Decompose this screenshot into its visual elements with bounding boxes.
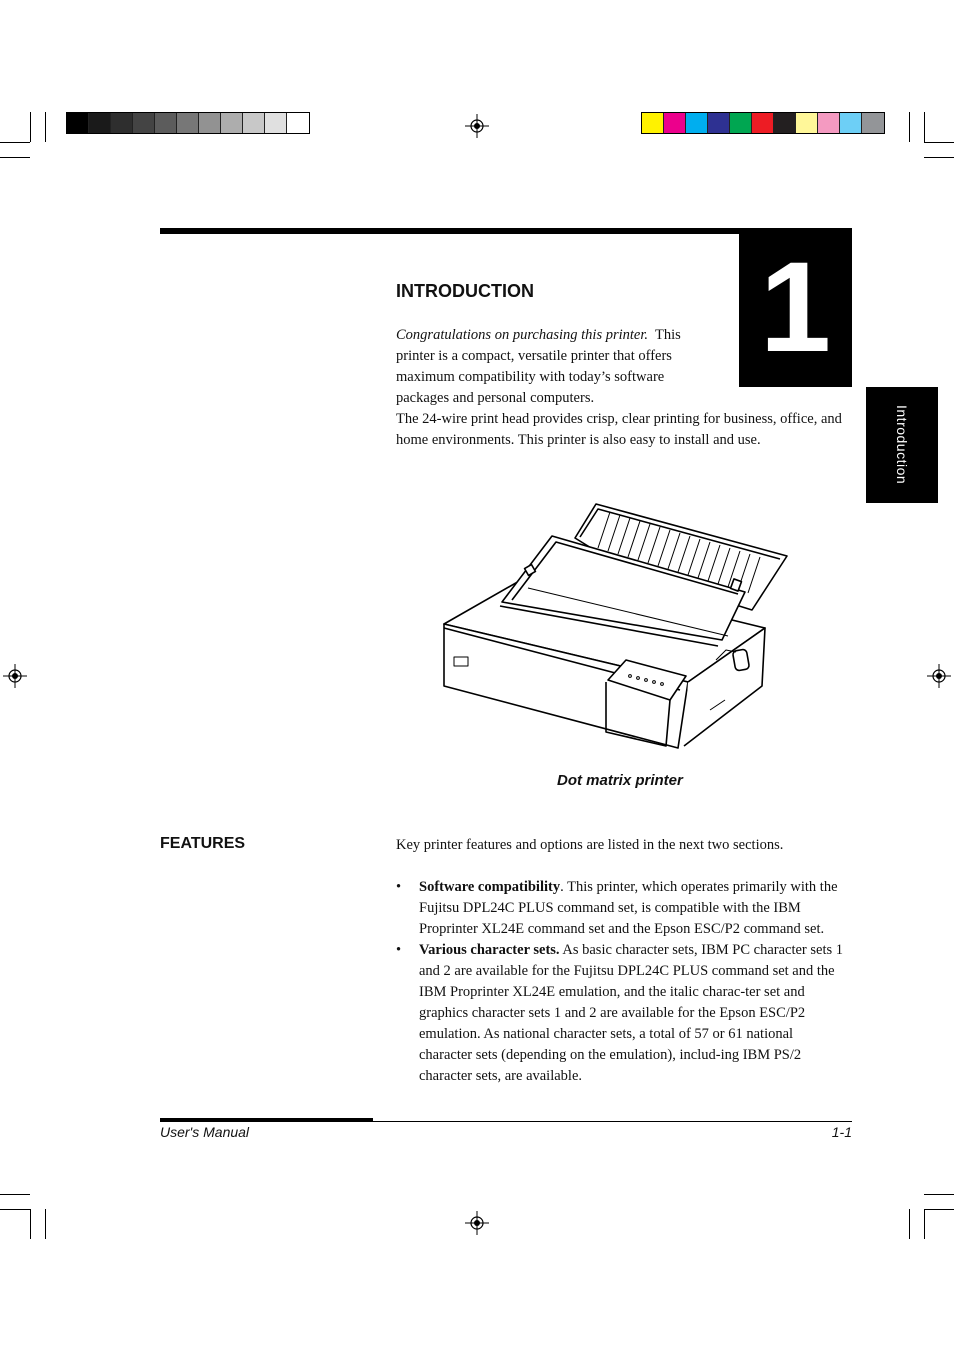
features-heading: FEATURES xyxy=(160,835,246,852)
color-swatch xyxy=(67,113,89,133)
crop-mark xyxy=(924,1209,925,1239)
bullet-icon: • xyxy=(396,879,402,895)
crop-mark xyxy=(0,1194,30,1195)
intro-line-3: maximum compatibility with today’s software xyxy=(396,369,665,385)
list-item-title: Software compatibility xyxy=(419,879,561,895)
list-item-title: Various character sets. xyxy=(419,942,560,958)
color-swatch xyxy=(708,113,730,133)
color-swatch xyxy=(840,113,862,133)
introduction-paragraph-2: The 24-wire print head provides crisp, clear printing for business, office, and home environments. This printer is also easy to install and use. xyxy=(396,411,842,448)
color-swatch xyxy=(221,113,243,133)
features-list xyxy=(396,877,848,1087)
section-side-tab xyxy=(866,387,938,503)
color-swatch xyxy=(752,113,774,133)
chapter-number: 1 xyxy=(759,236,832,379)
color-swatch xyxy=(730,113,752,133)
figure-caption: Dot matrix printer xyxy=(557,772,683,789)
chapter-top-rule xyxy=(160,228,740,234)
color-swatch xyxy=(287,113,309,133)
dot-matrix-printer-illustration xyxy=(440,500,790,752)
footer-rule xyxy=(160,1121,852,1122)
color-swatch xyxy=(818,113,840,133)
footer-manual-title: User's Manual xyxy=(160,1124,250,1140)
color-swatch xyxy=(133,113,155,133)
intro-line-2: printer is a compact, versatile printer that offers xyxy=(396,348,672,364)
crop-mark xyxy=(924,1194,954,1195)
color-swatch xyxy=(686,113,708,133)
color-swatch xyxy=(111,113,133,133)
registration-mark-icon xyxy=(465,114,489,138)
crop-mark xyxy=(30,112,31,142)
color-swatch xyxy=(862,113,884,133)
chapter-number-block xyxy=(739,228,852,387)
crop-mark xyxy=(909,112,910,142)
color-swatch xyxy=(89,113,111,133)
side-tab-label: Introduction xyxy=(894,405,910,485)
introduction-heading: INTRODUCTION xyxy=(396,281,534,301)
grayscale-color-bar xyxy=(66,112,310,134)
introduction-paragraph-1 xyxy=(396,325,736,409)
process-color-bar xyxy=(641,112,885,134)
registration-mark-icon xyxy=(927,664,951,688)
color-swatch xyxy=(664,113,686,133)
intro-italic-sentence: Congratulations on purchasing this printer. xyxy=(396,327,649,343)
registration-mark-icon xyxy=(465,1211,489,1235)
list-item-text: . This printer, which operates primarily with the Fujitsu DPL24C PLUS command set, is compatible with the IBM Proprinter XL24E command set and the Epson ESC/P2 command set. xyxy=(419,879,838,937)
color-swatch xyxy=(155,113,177,133)
color-swatch xyxy=(199,113,221,133)
crop-mark xyxy=(0,1209,30,1210)
crop-mark xyxy=(0,142,30,143)
bullet-icon: • xyxy=(396,942,402,958)
crop-mark xyxy=(924,1209,954,1210)
color-swatch xyxy=(243,113,265,133)
crop-mark xyxy=(924,157,954,158)
crop-mark xyxy=(30,1209,31,1239)
crop-mark xyxy=(924,142,954,143)
features-lead: Key printer features and options are listed in the next two sections. xyxy=(396,837,784,853)
list-item-text: As basic character sets, IBM PC character sets 1 and 2 are available for the Fujitsu DPL24C PLUS command set and the IBM Proprinter XL24E emulation, and the italic charac-ter set and graphics character sets 1 and 2 are available for the Epson ESC/P2 emulation. As national character sets, a total of 57 or 61 national character sets (depending on the emulation), includ-ing IBM PS/2 character sets, are available. xyxy=(419,942,844,1084)
crop-mark xyxy=(909,1209,910,1239)
color-swatch xyxy=(642,113,664,133)
color-swatch xyxy=(774,113,796,133)
crop-mark xyxy=(0,157,30,158)
page-number: 1-1 xyxy=(831,1124,852,1140)
registration-mark-icon xyxy=(3,664,27,688)
intro-line-4: packages and personal computers. xyxy=(396,390,595,406)
crop-mark xyxy=(45,112,46,142)
color-swatch xyxy=(177,113,199,133)
list-item xyxy=(396,940,848,1087)
crop-mark xyxy=(924,112,925,142)
crop-mark xyxy=(45,1209,46,1239)
color-swatch xyxy=(796,113,818,133)
intro-line-1: This xyxy=(655,327,681,343)
color-swatch xyxy=(265,113,287,133)
list-item xyxy=(396,877,848,940)
